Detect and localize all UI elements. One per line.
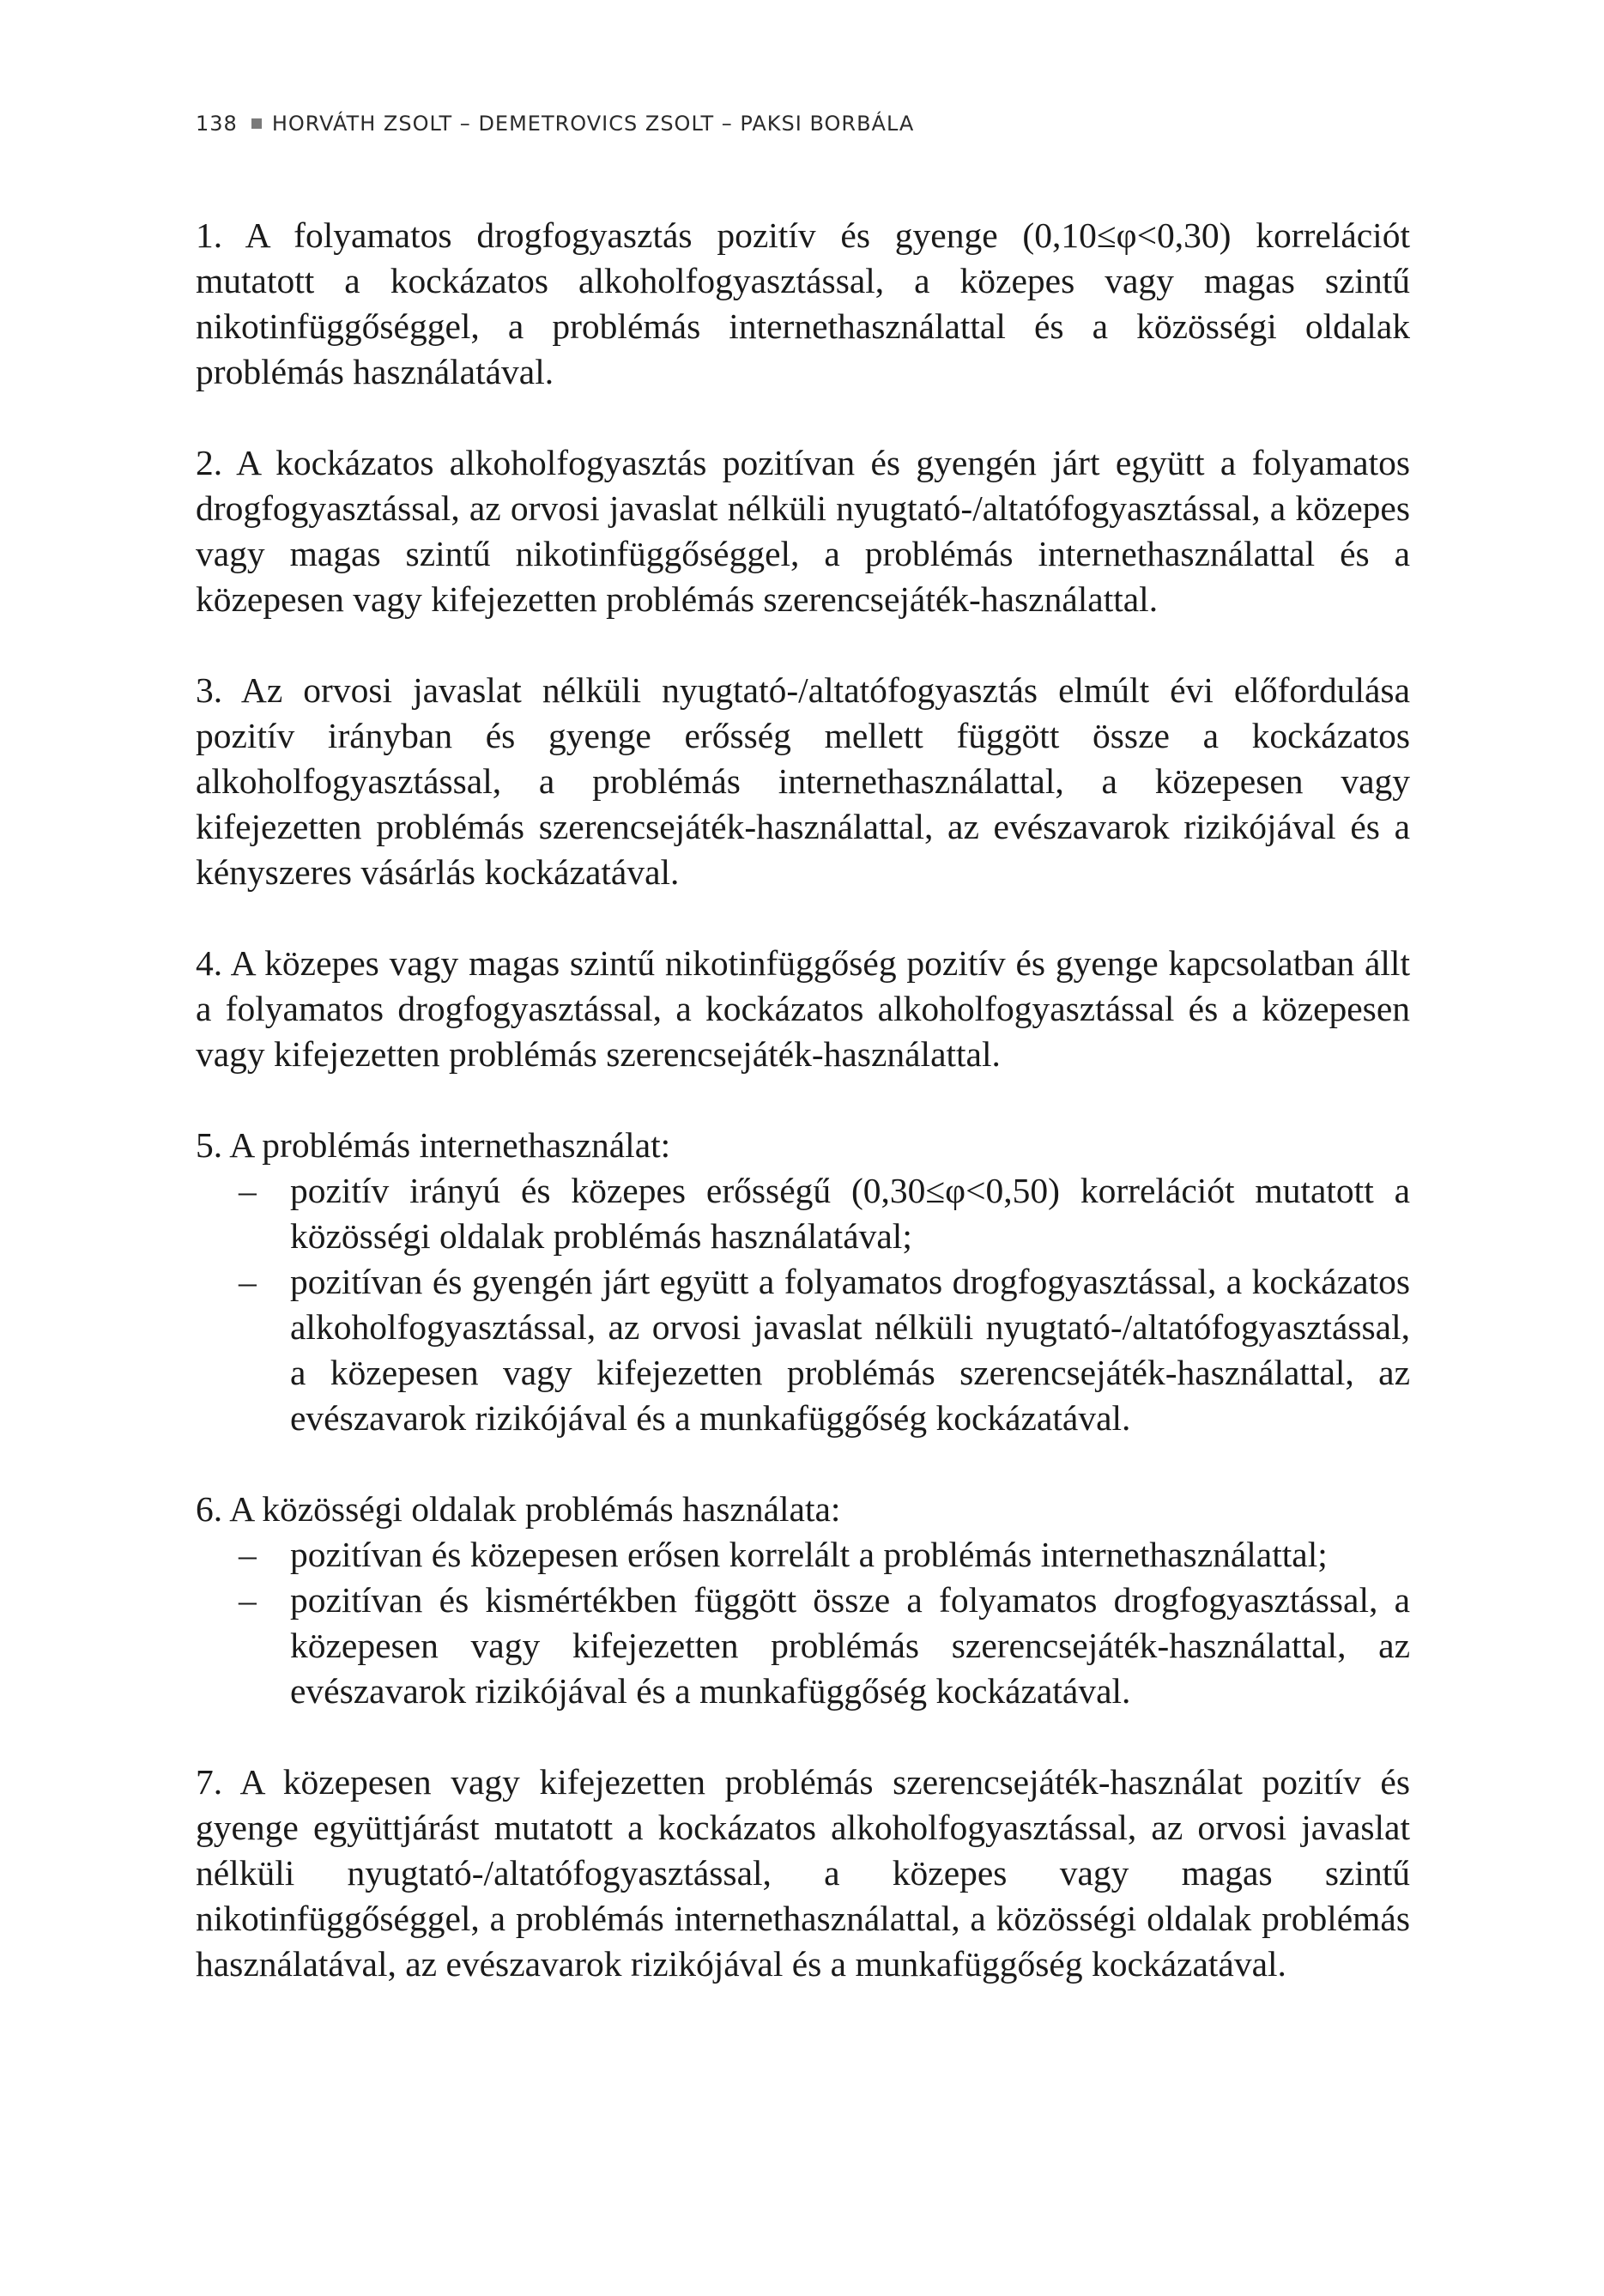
list-item-1 xyxy=(196,213,1410,395)
sub-bullet xyxy=(196,1578,1410,1714)
sub-bullet xyxy=(196,1259,1410,1441)
body-text xyxy=(196,213,1410,2032)
sub-bullet xyxy=(196,1532,1410,1578)
dash-marker: – xyxy=(239,1262,257,1301)
item-intro: 5. A problémás internethasználat: xyxy=(196,1125,671,1165)
sub-bullet-text: pozitív irányú és közepes erősségű (0,30≤φ<0,50) korrelációt mutatott a közösségi oldalak problémás használatával; xyxy=(290,1171,1410,1256)
header-authors: HORVÁTH ZSOLT – DEMETROVICS ZSOLT – PAKSI BORBÁLA xyxy=(271,112,915,136)
list-item-6 xyxy=(196,1487,1410,1714)
list-item-5 xyxy=(196,1123,1410,1441)
paragraph: 4. A közepes vagy magas szintű nikotinfüggőség pozitív és gyenge kapcsolatban állt a folyamatos drogfogyasztással, a kockázatos alkoholfogyasztással és a közepesen vagy kifejezetten problémás szerencsejáték-használattal. xyxy=(196,943,1410,1074)
dash-marker: – xyxy=(239,1171,257,1210)
list-item-4 xyxy=(196,941,1410,1077)
square-separator-icon xyxy=(251,118,262,129)
list-item-7 xyxy=(196,1760,1410,1987)
sub-bullet xyxy=(196,1168,1410,1259)
item-intro: 6. A közösségi oldalak problémás használata: xyxy=(196,1489,841,1529)
sub-bullet-text: pozitívan és kismértékben függött össze a folyamatos drogfogyasztással, a közepesen vagy kifejezetten problémás szerencsejáték-használattal, az evészavarok rizikójával és a munkafüggőség kockázatával. xyxy=(290,1580,1410,1711)
dash-marker: – xyxy=(239,1580,257,1620)
sub-bullet-text: pozitívan és közepesen erősen korrelált a problémás internethasználattal; xyxy=(290,1535,1328,1574)
paragraph: 2. A kockázatos alkoholfogyasztás pozitívan és gyengén járt együtt a folyamatos drogfogyasztással, az orvosi javaslat nélküli nyugtató-/altatófogyasztással, a közepes vagy magas szintű nikotinfüggőséggel, a problémás internethasználattal és a közepesen vagy kifejezetten problémás szerencsejáték-használattal. xyxy=(196,443,1410,619)
list-item-2 xyxy=(196,440,1410,622)
page-number: 138 xyxy=(196,112,238,136)
paragraph: 7. A közepesen vagy kifejezetten problémás szerencsejáték-használat pozitív és gyenge együttjárást mutatott a kockázatos alkoholfogyasztással, az orvosi javaslat nélküli nyugtató-/altatófogyasztással, a közepes vagy magas szintű nikotinfüggőséggel, a problémás internethasználattal, a közösségi oldalak problémás használatával, az evészavarok rizikójával és a munkafüggőség kockázatával. xyxy=(196,1762,1410,1984)
paragraph: 3. Az orvosi javaslat nélküli nyugtató-/altatófogyasztás elmúlt évi előfordulása pozitív irányban és gyenge erősség mellett függött össze a kockázatos alkoholfogyasztással, a problémás internethasználattal, a közepesen vagy kifejezetten problémás szerencsejáték-használattal, az evészavarok rizikójával és a kényszeres vásárlás kockázatával. xyxy=(196,670,1410,892)
dash-marker: – xyxy=(239,1535,257,1574)
paragraph: 1. A folyamatos drogfogyasztás pozitív és gyenge (0,10≤φ<0,30) korrelációt mutatott a kockázatos alkoholfogyasztással, a közepes vagy magas szintű nikotinfüggőséggel, a problémás internethasználattal és a közösségi oldalak problémás használatával. xyxy=(196,215,1410,391)
list-item-3 xyxy=(196,668,1410,895)
sub-bullet-text: pozitívan és gyengén járt együtt a folyamatos drogfogyasztással, a kockázatos alkoholfogyasztással, az orvosi javaslat nélküli nyugtató-/altatófogyasztással, a közepesen vagy kifejezetten problémás szerencsejáték-használattal, az evészavarok rizikójával és a munkafüggőség kockázatával. xyxy=(290,1262,1410,1438)
running-header xyxy=(196,112,914,136)
